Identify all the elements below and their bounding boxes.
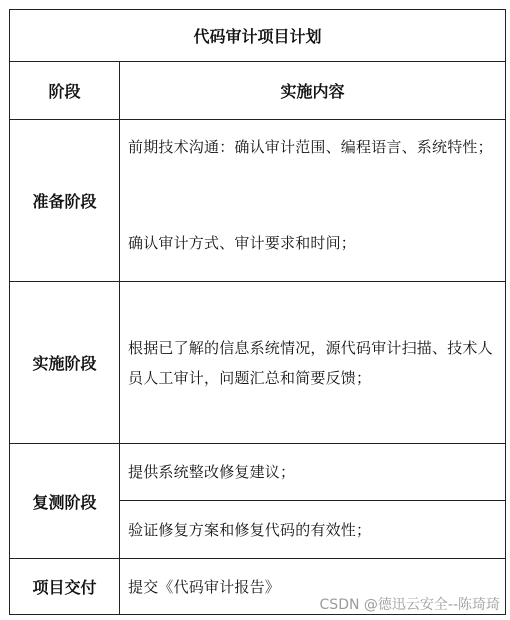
audit-plan-table [9, 9, 506, 615]
watermark: CSDN @德迅云安全--陈琦琦 [319, 597, 500, 613]
content-cell [120, 444, 505, 558]
content-subcell [120, 444, 505, 501]
phase-cell: 实施阶段 [10, 282, 120, 443]
content-cell [120, 120, 505, 281]
header-phase: 阶段 [10, 62, 120, 119]
content-item: 验证修复方案和修复代码的有效性； [128, 521, 372, 539]
content-item: 根据已了解的信息系统情况，源代码审计扫描、技术人员人工审计，问题汇总和简要反馈； [128, 338, 493, 387]
phase-cell: 准备阶段 [10, 120, 120, 281]
phase-cell: 复测阶段 [10, 444, 120, 558]
content-item: 提交《代码审计报告》 [128, 577, 281, 596]
phase-cell: 项目交付 [10, 559, 120, 614]
content-item: 提供系统整改修复建议； [128, 463, 296, 481]
header-row [10, 62, 505, 120]
content-item: 前期技术沟通：确认审计范围、编程语言、系统特性； [128, 138, 493, 156]
table-row [10, 444, 505, 559]
table-row [10, 282, 505, 444]
content-cell [120, 282, 505, 443]
content-subcell [120, 501, 505, 559]
header-content: 实施内容 [280, 82, 345, 101]
content-item: 确认审计方式、审计要求和时间； [128, 234, 357, 252]
table-title: 代码审计项目计划 [10, 10, 505, 62]
table-row [10, 120, 505, 282]
